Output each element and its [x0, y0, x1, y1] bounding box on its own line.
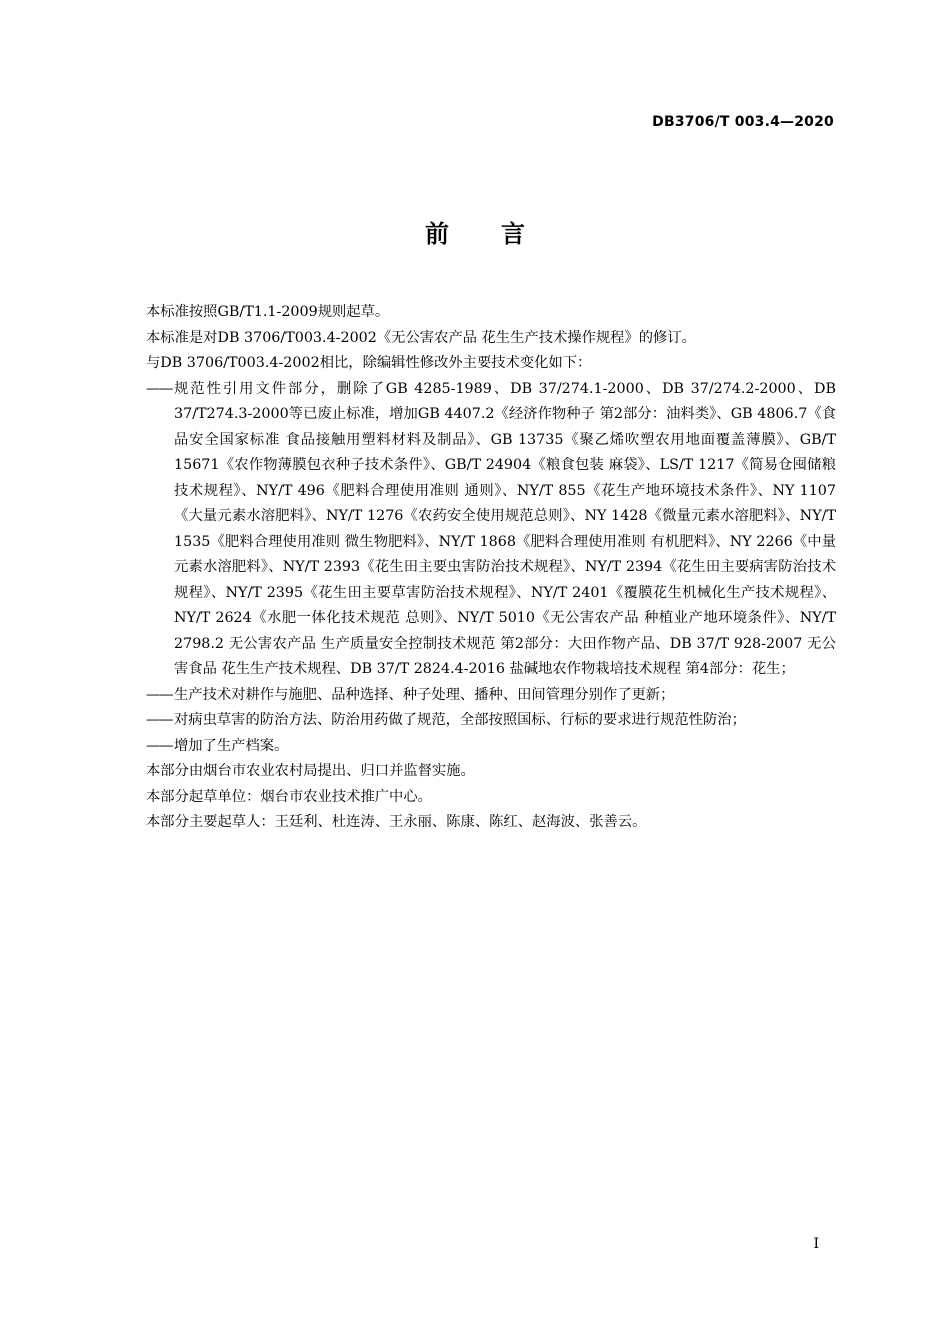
page-number: I — [813, 1236, 819, 1252]
paragraph-drafting-unit: 本部分起草单位：烟台市农业技术推广中心。 — [146, 788, 432, 805]
change-item-references — [146, 377, 836, 683]
paragraph-drafters: 本部分主要起草人：王廷利、杜连涛、王永丽、陈康、陈红、赵海波、张善云。 — [146, 814, 647, 830]
change-item-text: 对病虫草害的防治方法、防治用药做了规范，全部按照国标、行标的要求进行规范性防治； — [174, 712, 746, 728]
page-title — [0, 214, 950, 249]
title-char-2: 言 — [501, 220, 525, 248]
change-item-text: 规范性引用文件部分，删除了GB 4285-1989、DB 37/274.1-2000、DB 37/274.2-2000、DB 37/T274.3-2000等已废止标准，增加GB 4407.2《经济作物种子 第2部分：油料类》、GB 4806.7《食品安全国家标准 食品接触用塑料材料及制品》、GB 13735《聚乙烯吹塑农用地面覆盖薄膜》、GB/T 15671《农作物薄膜包衣种子技术条件》、GB/T 24904《粮食包装 麻袋》、LS/T 1217《简易仓囤储粮技术规程》、NY/T 496《肥料合理使用准则 通则》、NY/T 855《花生产地环境技术条件》、NY 1107《大量元素水溶肥料》、NY/T 1276《农药安全使用规范总则》、NY 1428《微量元素水溶肥料》、NY/T 1535《肥料合理使用准则 微生物肥料》、NY/T 1868《肥料合理使用准则 有机肥料》、NY 2266《中量元素水溶肥料》、NY/T 2393《花生田主要虫害防治技术规程》、NY/T 2394《花生田主要病害防治技术规程》、NY/T 2395《花生田主要草害防治技术规程》、NY/T 2401《覆膜花生机械化生产技术规程》、NY/T 2624《水肥一体化技术规范 总则》、NY/T 5010《无公害农产品 种植业产地环境条件》、NY/T 2798.2 无公害农产品 生产质量安全控制技术规范 第2部分：大田作物产品、DB 37/T 928-2007 无公害食品 花生生产技术规程、DB 37/T 2824.4-2016 盐碱地农作物栽培技术规程 第4部分：花生； — [174, 380, 836, 677]
document-code: DB3706/T 003.4—2020 — [652, 114, 834, 130]
paragraph-drafting-rules: 本标准按照GB/T1.1-2009规则起草。 — [146, 304, 390, 320]
preface-body — [146, 300, 836, 836]
paragraph-proposer: 本部分由烟台市农业农村局提出、归口并监督实施。 — [146, 763, 475, 779]
dash-marker: —— — [146, 737, 173, 754]
change-item-pest-control — [146, 708, 836, 734]
change-item-text: 生产技术对耕作与施肥、品种选择、种子处理、播种、田间管理分别作了更新； — [174, 686, 675, 703]
change-item-text: 增加了生产档案。 — [174, 737, 289, 754]
title-char-1: 前 — [425, 220, 449, 248]
paragraph-changes-intro: 与DB 3706/T003.4-2002相比，除编辑性修改外主要技术变化如下： — [146, 355, 592, 371]
dash-marker: —— — [146, 380, 173, 397]
change-item-records — [146, 734, 836, 760]
change-item-production — [146, 683, 836, 709]
dash-marker: —— — [146, 686, 173, 703]
dash-marker: —— — [146, 712, 173, 728]
paragraph-revision-note: 本标准是对DB 3706/T003.4-2002《无公害农产品 花生生产技术操作规程》的修订。 — [146, 329, 696, 346]
